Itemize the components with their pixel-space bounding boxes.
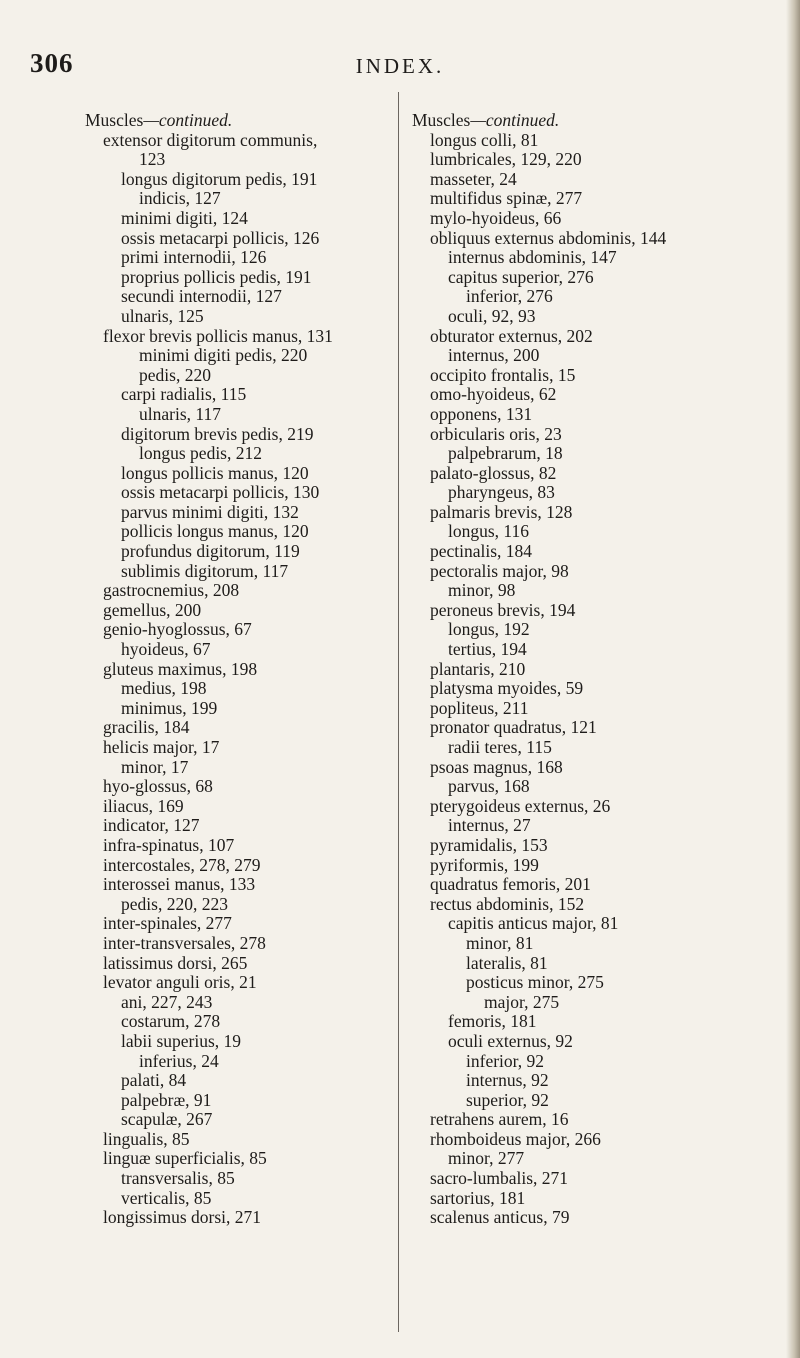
index-entry: sublimis digitorum, 117 bbox=[121, 560, 289, 581]
index-entry: opponens, 131 bbox=[430, 403, 533, 424]
index-entry: lateralis, 81 bbox=[466, 952, 548, 973]
index-entry: 123 bbox=[139, 149, 166, 170]
index-entry: masseter, 24 bbox=[430, 168, 517, 189]
index-entry: latissimus dorsi, 265 bbox=[103, 952, 248, 973]
index-entry: hyoideus, 67 bbox=[121, 639, 211, 660]
index-entry: profundus digitorum, 119 bbox=[121, 541, 300, 562]
index-entry: retrahens aurem, 16 bbox=[430, 1109, 569, 1130]
index-entry: helicis major, 17 bbox=[103, 737, 220, 757]
index-entry: longus, 116 bbox=[448, 521, 530, 542]
index-entry: longus colli, 81 bbox=[430, 129, 539, 150]
index-entry: inferior, 276 bbox=[466, 286, 553, 307]
index-entry: femoris, 181 bbox=[448, 1011, 537, 1032]
index-entry: gracilis, 184 bbox=[103, 717, 190, 738]
heading-main: Muscles bbox=[85, 110, 144, 130]
index-entry: longus pedis, 212 bbox=[139, 443, 262, 464]
index-entry: scalenus anticus, 79 bbox=[430, 1207, 570, 1228]
index-entry: oculi externus, 92 bbox=[448, 1030, 573, 1051]
index-entry: inter-spinales, 277 bbox=[103, 913, 232, 934]
index-entry: parvus, 168 bbox=[448, 776, 530, 797]
index-entry: parvus minimi digiti, 132 bbox=[121, 501, 299, 522]
index-entry: pollicis longus manus, 120 bbox=[121, 521, 309, 542]
index-entry: longus pollicis manus, 120 bbox=[121, 462, 309, 483]
index-entry: scapulæ, 267 bbox=[121, 1109, 213, 1130]
index-entry: minor, 277 bbox=[448, 1148, 525, 1169]
index-entry: flexor brevis pollicis manus, 131 bbox=[103, 325, 333, 346]
index-entry: transversalis, 85 bbox=[121, 1168, 235, 1189]
index-entry: internus abdominis, 147 bbox=[448, 247, 617, 268]
index-entry: pectinalis, 184 bbox=[430, 541, 533, 562]
heading-continued: —continued. bbox=[143, 110, 233, 130]
index-entry: pronator quadratus, 121 bbox=[430, 717, 597, 738]
index-entry: popliteus, 211 bbox=[430, 697, 529, 718]
index-entry: verticalis, 85 bbox=[121, 1187, 212, 1208]
index-entry: multifidus spinæ, 277 bbox=[430, 188, 583, 209]
index-entry: labii superius, 19 bbox=[121, 1030, 242, 1051]
index-entry: pyriformis, 199 bbox=[430, 854, 539, 875]
index-entry: inferius, 24 bbox=[139, 1050, 219, 1071]
index-entry: plantaris, 210 bbox=[430, 658, 526, 679]
index-entries bbox=[412, 131, 757, 1228]
page-number: 306 bbox=[30, 48, 74, 78]
index-entry: pedis, 220, 223 bbox=[121, 893, 228, 914]
index-entry: sacro-lumbalis, 271 bbox=[430, 1168, 569, 1189]
index-entry: internus, 27 bbox=[448, 815, 531, 836]
running-head: INDEX. bbox=[355, 54, 445, 78]
index-entry: mylo-hyoideus, 66 bbox=[430, 207, 562, 228]
index-entry: palpebrarum, 18 bbox=[448, 443, 563, 464]
heading-continued: —continued. bbox=[470, 110, 560, 130]
index-entry: palati, 84 bbox=[121, 1070, 187, 1091]
index-column-right bbox=[412, 111, 757, 1228]
index-entry: levator anguli oris, 21 bbox=[103, 972, 257, 993]
index-entry: infra-spinatus, 107 bbox=[103, 834, 235, 855]
index-entry: internus, 200 bbox=[448, 345, 540, 366]
index-entry: pterygoideus externus, 26 bbox=[430, 795, 611, 816]
index-entry: radii teres, 115 bbox=[448, 737, 552, 757]
index-entry: pedis, 220 bbox=[139, 364, 211, 385]
column-heading bbox=[85, 111, 430, 131]
index-entry: gemellus, 200 bbox=[103, 599, 202, 620]
index-entry: minor, 81 bbox=[466, 932, 534, 953]
index-entry: hyo-glossus, 68 bbox=[103, 776, 213, 797]
index-entry: digitorum brevis pedis, 219 bbox=[121, 423, 314, 444]
index-entry: palmaris brevis, 128 bbox=[430, 501, 573, 522]
index-entry: pyramidalis, 153 bbox=[430, 834, 548, 855]
index-entry: indicis, 127 bbox=[139, 188, 221, 209]
index-entry: linguæ superficialis, 85 bbox=[103, 1148, 267, 1169]
index-entry: superior, 92 bbox=[466, 1089, 549, 1110]
index-entry: psoas magnus, 168 bbox=[430, 756, 563, 777]
index-entry: tertius, 194 bbox=[448, 639, 527, 660]
index-entry: capitis anticus major, 81 bbox=[448, 913, 619, 934]
index-entry: iliacus, 169 bbox=[103, 795, 184, 816]
index-entry: lumbricales, 129, 220 bbox=[430, 149, 582, 170]
column-divider bbox=[398, 92, 399, 1332]
index-entry: rectus abdominis, 152 bbox=[430, 893, 585, 914]
index-entries bbox=[85, 131, 430, 1228]
index-entry: lingualis, 85 bbox=[103, 1128, 190, 1149]
index-column-left bbox=[85, 111, 430, 1228]
index-entry: ulnaris, 117 bbox=[139, 403, 221, 424]
index-entry: indicator, 127 bbox=[103, 815, 200, 836]
index-entry: longus, 192 bbox=[448, 619, 530, 640]
index-entry: peroneus brevis, 194 bbox=[430, 599, 576, 620]
page-header bbox=[0, 48, 800, 82]
index-entry: orbicularis oris, 23 bbox=[430, 423, 562, 444]
heading-main: Muscles bbox=[412, 110, 471, 130]
index-entry: interossei manus, 133 bbox=[103, 874, 256, 895]
index-entry: palato-glossus, 82 bbox=[430, 462, 557, 483]
index-entry: minimi digiti, 124 bbox=[121, 207, 248, 228]
index-entry: minimi digiti pedis, 220 bbox=[139, 345, 308, 366]
index-entry: obliquus externus abdominis, 144 bbox=[430, 227, 667, 248]
index-entry: rhomboideus major, 266 bbox=[430, 1128, 601, 1149]
index-entry: ulnaris, 125 bbox=[121, 305, 204, 326]
index-entry: quadratus femoris, 201 bbox=[430, 874, 591, 895]
index-entry: platysma myoides, 59 bbox=[430, 678, 584, 699]
index-entry: costarum, 278 bbox=[121, 1011, 221, 1032]
index-entry: pharyngeus, 83 bbox=[448, 482, 555, 503]
index-entry: secundi internodii, 127 bbox=[121, 286, 282, 307]
index-entry: intercostales, 278, 279 bbox=[103, 854, 261, 875]
index-entry: capitus superior, 276 bbox=[448, 266, 594, 287]
index-entry: minimus, 199 bbox=[121, 697, 218, 718]
column-heading bbox=[412, 111, 757, 131]
index-entry: pectoralis major, 98 bbox=[430, 560, 569, 581]
index-entry: genio-hyoglossus, 67 bbox=[103, 619, 252, 640]
index-entry: occipito frontalis, 15 bbox=[430, 364, 576, 385]
index-entry: omo-hyoideus, 62 bbox=[430, 384, 557, 405]
index-entry: longus digitorum pedis, 191 bbox=[121, 168, 318, 189]
index-entry: proprius pollicis pedis, 191 bbox=[121, 266, 312, 287]
index-entry: oculi, 92, 93 bbox=[448, 305, 536, 326]
page-edge bbox=[786, 0, 800, 1358]
index-entry: palpebræ, 91 bbox=[121, 1089, 212, 1110]
index-entry: carpi radialis, 115 bbox=[121, 384, 247, 405]
index-entry: medius, 198 bbox=[121, 678, 207, 699]
index-entry: gastrocnemius, 208 bbox=[103, 580, 240, 601]
index-entry: inferior, 92 bbox=[466, 1050, 545, 1071]
index-entry: gluteus maximus, 198 bbox=[103, 658, 258, 679]
index-entry: extensor digitorum communis, bbox=[103, 129, 318, 150]
index-entry: ossis metacarpi pollicis, 126 bbox=[121, 227, 320, 248]
index-entry: inter-transversales, 278 bbox=[103, 932, 266, 953]
index-entry: ani, 227, 243 bbox=[121, 991, 213, 1012]
index-entry: posticus minor, 275 bbox=[466, 972, 604, 993]
index-entry: ossis metacarpi pollicis, 130 bbox=[121, 482, 320, 503]
index-entry: minor, 17 bbox=[121, 756, 189, 777]
index-entry: major, 275 bbox=[484, 991, 560, 1012]
index-entry: internus, 92 bbox=[466, 1070, 549, 1091]
index-entry: longissimus dorsi, 271 bbox=[103, 1207, 262, 1228]
index-entry: primi internodii, 126 bbox=[121, 247, 267, 268]
index-entry: obturator externus, 202 bbox=[430, 325, 593, 346]
index-entry: minor, 98 bbox=[448, 580, 516, 601]
index-entry: sartorius, 181 bbox=[430, 1187, 526, 1208]
